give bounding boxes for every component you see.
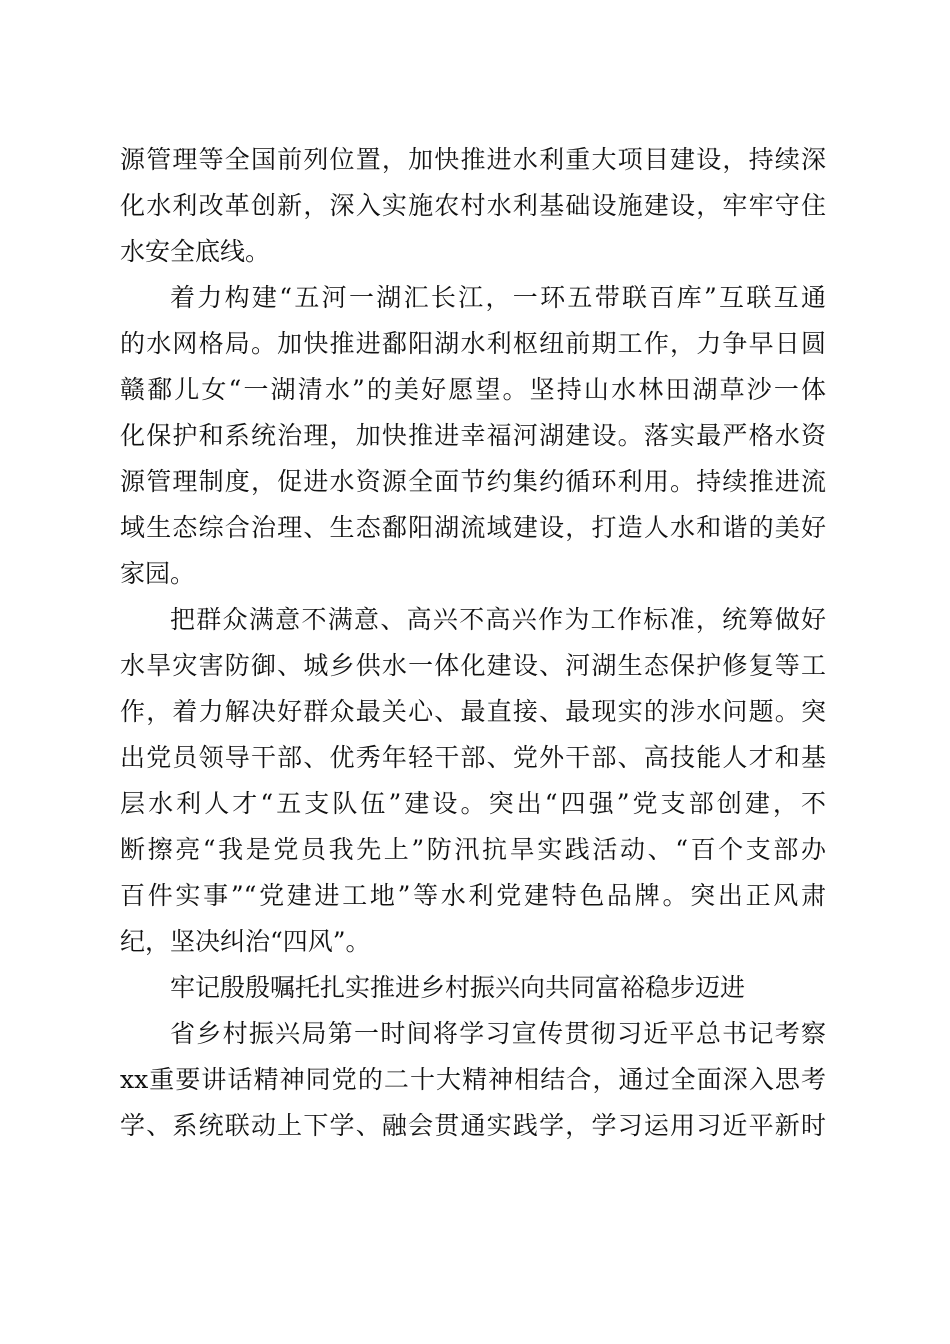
paragraph-3-line-6: 断擦亮“我是党员我先上”防汛抗旱实践活动、“百个支部办 [120, 835, 826, 864]
paragraph-4-line-3: 学、系统联动上下学、融会贯通实践学，学习运用习近平新时 [120, 1111, 826, 1140]
paragraph-2-line-2: 的水网格局。加快推进鄱阳湖水利枢纽前期工作，力争早日圆 [120, 329, 826, 358]
paragraph-2-line-5: 源管理制度，促进水资源全面节约集约循环利用。持续推进流 [120, 467, 826, 496]
paragraph-3-line-2: 水旱灾害防御、城乡供水一体化建设、河湖生态保护修复等工 [120, 651, 826, 680]
paragraph-1-line-1: 源管理等全国前列位置，加快推进水利重大项目建设，持续深 [120, 145, 826, 174]
paragraph-3-line-7: 百件实事”“党建进工地”等水利党建特色品牌。突出正风肃 [120, 881, 826, 910]
paragraph-3-line-3: 作，着力解决好群众最关心、最直接、最现实的涉水问题。突 [120, 697, 826, 726]
paragraph-2-line-6: 域生态综合治理、生态鄱阳湖流域建设，打造人水和谐的美好 [120, 513, 826, 542]
paragraph-4-line-1: 省乡村振兴局第一时间将学习宣传贯彻习近平总书记考察 [170, 1019, 826, 1048]
paragraph-4-line-2: xx重要讲话精神同党的二十大精神相结合，通过全面深入思考 [120, 1065, 826, 1094]
paragraph-3-line-1: 把群众满意不满意、高兴不高兴作为工作标准，统筹做好 [170, 605, 826, 634]
section-heading: 牢记殷殷嘱托扎实推进乡村振兴向共同富裕稳步迈进 [170, 973, 746, 1002]
paragraph-3-line-4: 出党员领导干部、优秀年轻干部、党外干部、高技能人才和基 [120, 743, 826, 772]
paragraph-2-line-7: 家园。 [120, 559, 196, 588]
paragraph-1-line-3: 水安全底线。 [120, 237, 271, 266]
paragraph-3-line-5: 层水利人才“五支队伍”建设。突出“四强”党支部创建，不 [120, 789, 826, 818]
paragraph-2-line-1: 着力构建“五河一湖汇长江，一环五带联百库”互联互通 [170, 283, 826, 312]
paragraph-1-line-2: 化水利改革创新，深入实施农村水利基础设施建设，牢牢守住 [120, 191, 826, 220]
paragraph-2-line-4: 化保护和系统治理，加快推进幸福河湖建设。落实最严格水资 [120, 421, 826, 450]
paragraph-3-line-8: 纪，坚决纠治“四风”。 [120, 927, 371, 956]
paragraph-2-line-3: 赣鄱儿女“一湖清水”的美好愿望。坚持山水林田湖草沙一体 [120, 375, 826, 404]
